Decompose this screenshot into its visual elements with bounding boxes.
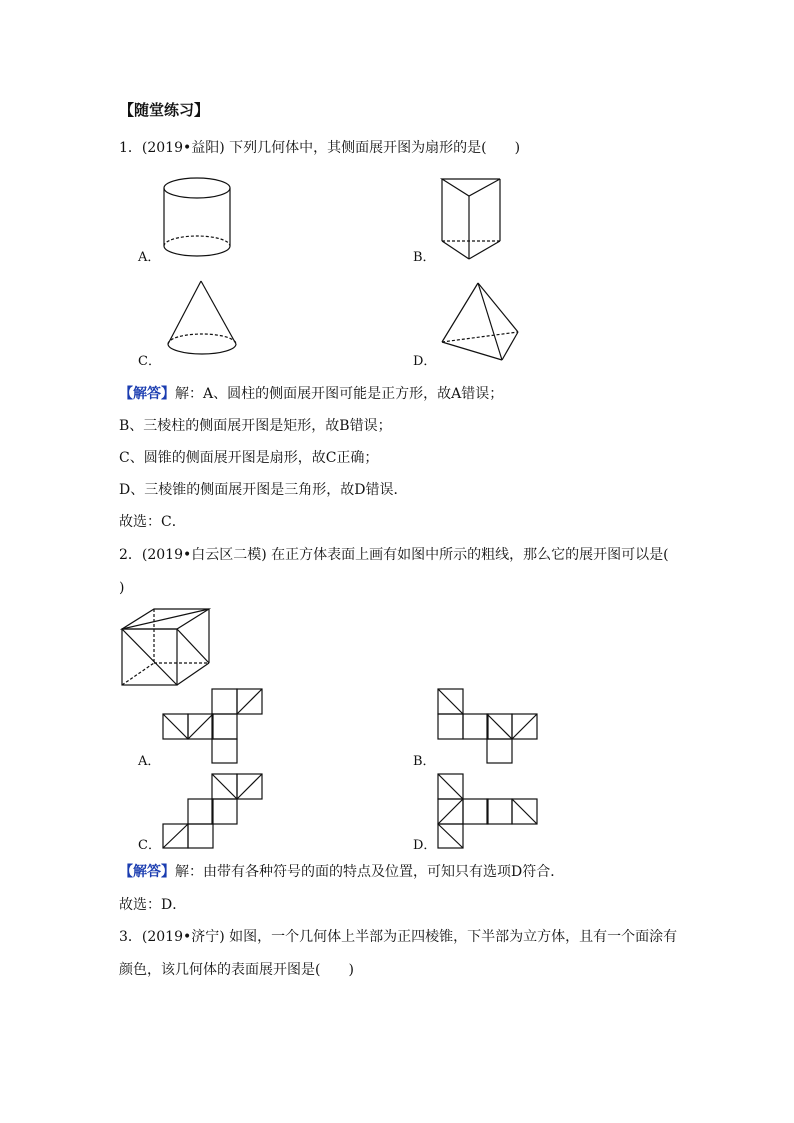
q1-option-b: B． <box>413 250 436 265</box>
q3-stem-line-1: 3．(2019•济宁) 如图，一个几何体上半部为正四棱锥，下半部为立方体，且有一个面涂有 <box>119 929 678 945</box>
q1-figure-prism <box>437 176 507 264</box>
q1-answer-tag: 【解答】 <box>119 386 175 402</box>
q2-option-d: D． <box>413 838 437 853</box>
q2-answer-text: 解：由带有各种符号的面的特点及位置，可知只有选项D符合． <box>175 864 565 880</box>
q1-answer-line-2: B、三棱柱的侧面展开图是矩形，故B错误； <box>119 418 392 434</box>
q1-option-c: C． <box>138 354 161 369</box>
q2-option-a: A． <box>138 754 161 769</box>
q2-option-c: C． <box>138 838 161 853</box>
q2-figure-cube <box>120 607 212 689</box>
q2-stem-line-2: ) <box>119 580 125 596</box>
q1-figure-pyramid <box>440 280 522 362</box>
q2-answer-line <box>119 862 564 882</box>
q2-net-d <box>437 773 539 849</box>
q2-net-a <box>162 688 264 764</box>
q1-option-d: D． <box>413 354 437 369</box>
q1-figure-cylinder <box>160 176 236 262</box>
q1-option-a: A． <box>138 250 161 265</box>
q1-answer-text-1: 解：A、圆柱的侧面展开图可能是正方形，故A错误； <box>175 386 504 402</box>
q2-option-b: B． <box>413 754 436 769</box>
q2-net-b <box>437 688 539 764</box>
q1-figure-cone <box>165 278 241 364</box>
q1-answer-line-1 <box>119 384 503 404</box>
q1-answer-line-3: C、圆锥的侧面展开图是扇形，故C正确； <box>119 450 379 466</box>
q1-conclusion: 故选：C． <box>119 514 186 530</box>
section-heading: 【随堂练习】 <box>119 101 210 119</box>
q2-answer-tag: 【解答】 <box>119 864 175 880</box>
q2-net-c <box>162 773 264 849</box>
q2-stem-line-1: 2．(2019•白云区二模) 在正方体表面上画有如图中所示的粗线，那么它的展开图可以是( <box>119 547 669 563</box>
q3-stem-line-2: 颜色，该几何体的表面展开图是( ) <box>119 962 354 978</box>
q1-answer-line-4: D、三棱锥的侧面展开图是三角形，故D错误． <box>119 482 408 498</box>
q1-stem: 1．(2019•益阳) 下列几何体中，其侧面展开图为扇形的是( ) <box>119 140 521 156</box>
q2-conclusion: 故选：D． <box>119 897 187 913</box>
